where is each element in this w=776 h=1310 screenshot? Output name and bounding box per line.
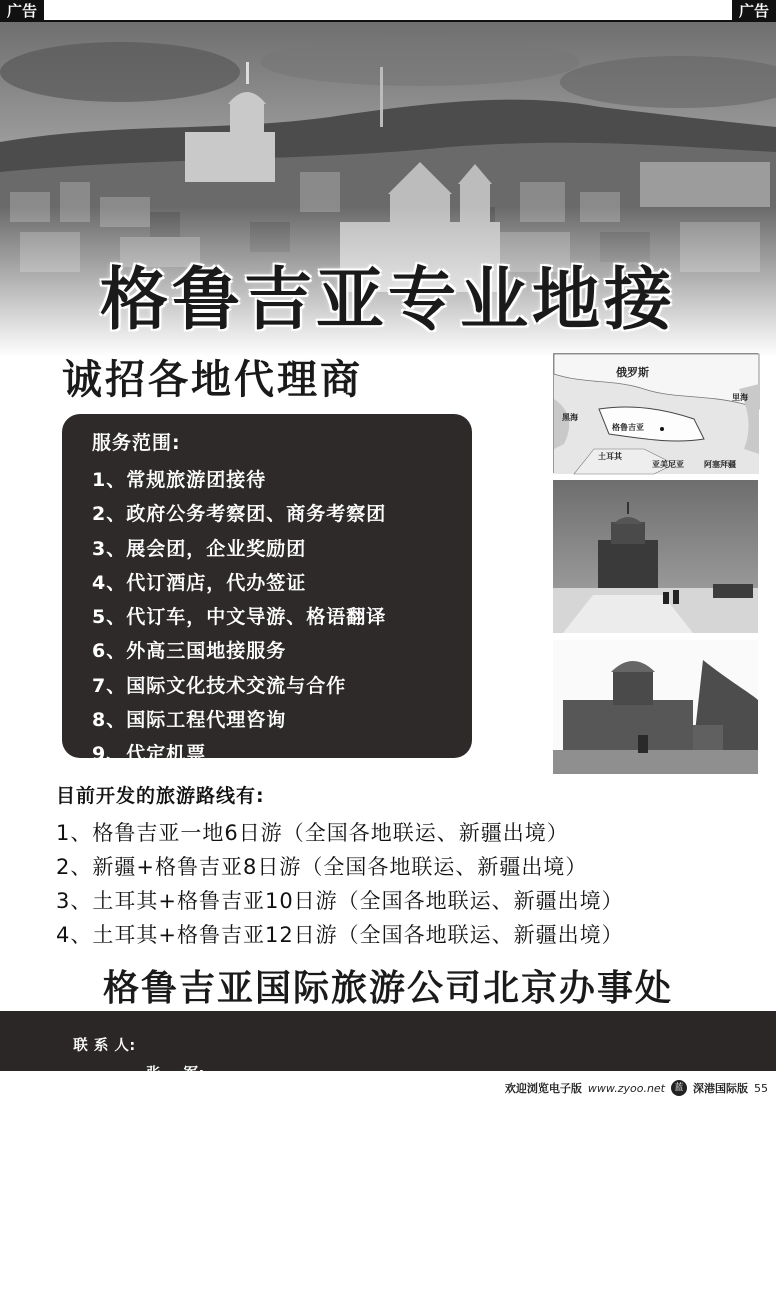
route-item: 3、土耳其+格鲁吉亚10日游（全国各地联运、新疆出境）: [56, 889, 624, 913]
service-item: 3、展会团，企业奖励团: [92, 537, 307, 560]
subheadline: 诚招各地代理商: [62, 357, 363, 403]
route-item: 1、格鲁吉亚一地6日游（全国各地联运、新疆出境）: [56, 821, 569, 845]
map-label-georgia: 格鲁吉亚: [612, 423, 644, 432]
map-label-turkey: 土耳其: [598, 452, 622, 461]
phone-label: 电话: [73, 1112, 104, 1128]
mobile-number: 13601077136: [73, 1278, 190, 1294]
contact-name: 张桂春:: [73, 1075, 125, 1091]
contact-name: 张 军:: [146, 1066, 205, 1082]
mobile-number: 13601007456: [146, 1269, 263, 1285]
monastery-photo: [553, 640, 758, 774]
routes-title: 目前开发的旅游路线有:: [56, 785, 265, 807]
service-item: 5、代订车，中文导游、格语翻译: [92, 606, 387, 629]
service-item: 2、政府公务考察团、商务考察团: [92, 503, 387, 526]
page-number: 55: [754, 1081, 768, 1095]
service-item: 8、国际工程代理咨询: [92, 709, 287, 732]
publication-logo-icon: 蓝: [671, 1080, 687, 1096]
route-item: 4、土耳其+格鲁吉亚12日游（全国各地联运、新疆出境）: [56, 923, 624, 947]
ad-tag-right: 广告: [732, 0, 776, 22]
service-item: 7、国际文化技术交流与合作: [92, 674, 347, 697]
qq-label: QQ:: [146, 1168, 179, 1184]
service-item: 1、常规旅游团接待: [92, 469, 267, 491]
qq-number: 168173123: [73, 1209, 169, 1225]
phone-number: 010-57727568: [73, 1145, 197, 1161]
ad-tag-left: 广告: [0, 0, 44, 22]
qq-number: 409839905: [146, 1200, 242, 1216]
map-label-caspian-sea: 里海: [732, 393, 748, 402]
map-label-black-sea: 黑海: [562, 413, 578, 422]
service-item: 4、代订酒店，代办签证: [92, 571, 307, 594]
contact-prefix: 联 系 人:: [73, 1038, 136, 1054]
contact-row-2: [113, 1046, 269, 1301]
services-box: [62, 414, 472, 766]
footer-welcome: 欢迎浏览电子版: [504, 1082, 582, 1095]
services-title: 服务范围:: [92, 432, 181, 454]
company-name: 格鲁吉亚国际旅游公司北京办事处: [102, 967, 673, 1009]
map-label-armenia: 亚美尼亚: [652, 460, 684, 469]
map-label-russia: 俄罗斯: [616, 366, 649, 379]
phone-number: 010-57727558: [146, 1136, 270, 1152]
service-item: 9、代定机票: [92, 743, 207, 766]
footer-website-link[interactable]: www.zyoo.net: [587, 1081, 665, 1095]
footer-edition: 深港国际版: [693, 1082, 748, 1095]
georgia-map: [553, 353, 758, 473]
page-footer: [505, 1080, 768, 1096]
qq-label: QQ:: [73, 1177, 106, 1193]
headline: 格鲁吉亚专业地接: [99, 261, 676, 340]
mobile-label: 手机: [146, 1236, 177, 1252]
mobile-label: 手机: [73, 1245, 104, 1261]
route-item: 2、新疆+格鲁吉亚8日游（全国各地联运、新疆出境）: [56, 855, 588, 879]
phone-label: 电话: [146, 1103, 177, 1119]
map-label-azerbaijan: 阿塞拜疆: [704, 460, 736, 469]
service-item: 6、外高三国地接服务: [92, 640, 287, 663]
cathedral-photo: [553, 480, 758, 633]
